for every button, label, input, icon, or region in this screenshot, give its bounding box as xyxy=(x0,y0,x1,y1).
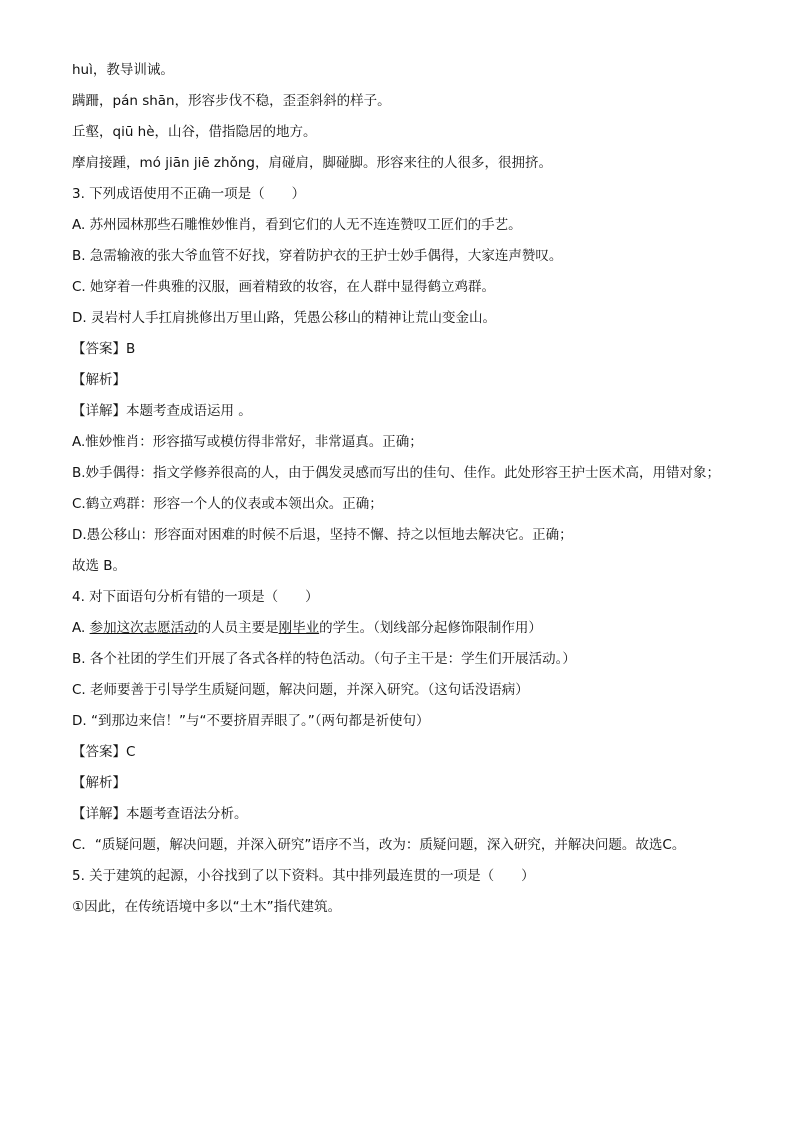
q4a-underline-2: 刚毕业 xyxy=(278,620,320,636)
q4-explain-c: C．“质疑问题，解决问题，并深入研究”语序不当，改为：质疑问题，深入研究，并解决问题。故选C。 xyxy=(72,837,686,853)
question-5-stem: 5. 关于建筑的起源，小谷找到了以下资料。其中排列最连贯的一项是（ ） xyxy=(72,868,535,884)
question-3-stem: 3. 下列成语使用不正确一项是（ ） xyxy=(72,186,306,202)
question-4-stem: 4. 对下面语句分析有错的一项是（ ） xyxy=(72,589,319,605)
q4-option-d: D. “到那边来信！”与“不要挤眉弄眼了。”（两句都是祈使句） xyxy=(72,713,430,729)
q3-detail: 【详解】本题考查成语运用 。 xyxy=(72,403,252,419)
q3-option-b: B. 急需输液的张大爷血管不好找，穿着防护衣的王护士妙手偶得，大家连声赞叹。 xyxy=(72,248,563,264)
q4a-rest: 的学生。（划线部分起修饰限制作用） xyxy=(319,620,542,636)
q4-option-b: B. 各个社团的学生们开展了各式各样的特色活动。（句子主干是：学生们开展活动。） xyxy=(72,651,576,667)
q3-conclusion: 故选 B。 xyxy=(72,558,127,574)
text-line: 丘壑，qiū hè，山谷，借指隐居的地方。 xyxy=(72,124,317,140)
q4-option-a xyxy=(72,618,732,638)
q3-explain-c: C.鹤立鸡群：形容一个人的仪表或本领出众。正确； xyxy=(72,496,383,512)
text-line: huì，教导训诫。 xyxy=(72,62,174,78)
q4-detail: 【详解】本题考查语法分析。 xyxy=(72,806,248,822)
document-page xyxy=(72,60,732,928)
q4a-underline-1: 参加这次志愿活动 xyxy=(89,620,198,636)
q3-option-a: A. 苏州园林那些石雕惟妙惟肖，看到它们的人无不连连赞叹工匠们的手艺。 xyxy=(72,217,522,233)
q4-answer: 【答案】C xyxy=(72,744,136,760)
q4a-prefix: A. xyxy=(72,620,90,636)
q4-analysis-label: 【解析】 xyxy=(72,775,126,791)
text-line: 摩肩接踵，mó jiān jiē zhǒng，肩碰肩，脚碰脚。形容来往的人很多，很拥挤。 xyxy=(72,155,552,171)
q3-answer: 【答案】B xyxy=(72,341,136,357)
text-line: 蹒跚，pán shān，形容步伐不稳，歪歪斜斜的样子。 xyxy=(72,93,391,109)
q4a-mid: 的人员主要是 xyxy=(197,620,279,636)
q3-explain-a: A.惟妙惟肖：形容描写或模仿得非常好，非常逼真。正确； xyxy=(72,434,423,450)
q3-analysis-label: 【解析】 xyxy=(72,372,126,388)
q3-option-d: D. 灵岩村人手扛肩挑修出万里山路，凭愚公移山的精神让荒山变金山。 xyxy=(72,310,496,326)
q5-material-1: ①因此，在传统语境中多以“土木”指代建筑。 xyxy=(72,899,342,915)
q3-explain-b: B.妙手偶得：指文学修养很高的人，由于偶发灵感而写出的佳句、佳作。此处形容王护士医术高，用错对象； xyxy=(72,465,721,481)
q3-explain-d: D.愚公移山：形容面对困难的时候不后退，坚持不懈、持之以恒地去解决它。正确； xyxy=(72,527,573,543)
q3-option-c: C. 她穿着一件典雅的汉服，画着精致的妆容，在人群中显得鹤立鸡群。 xyxy=(72,279,496,295)
q4-option-c: C. 老师要善于引导学生质疑问题，解决问题，并深入研究。（这句话没语病） xyxy=(72,682,529,698)
